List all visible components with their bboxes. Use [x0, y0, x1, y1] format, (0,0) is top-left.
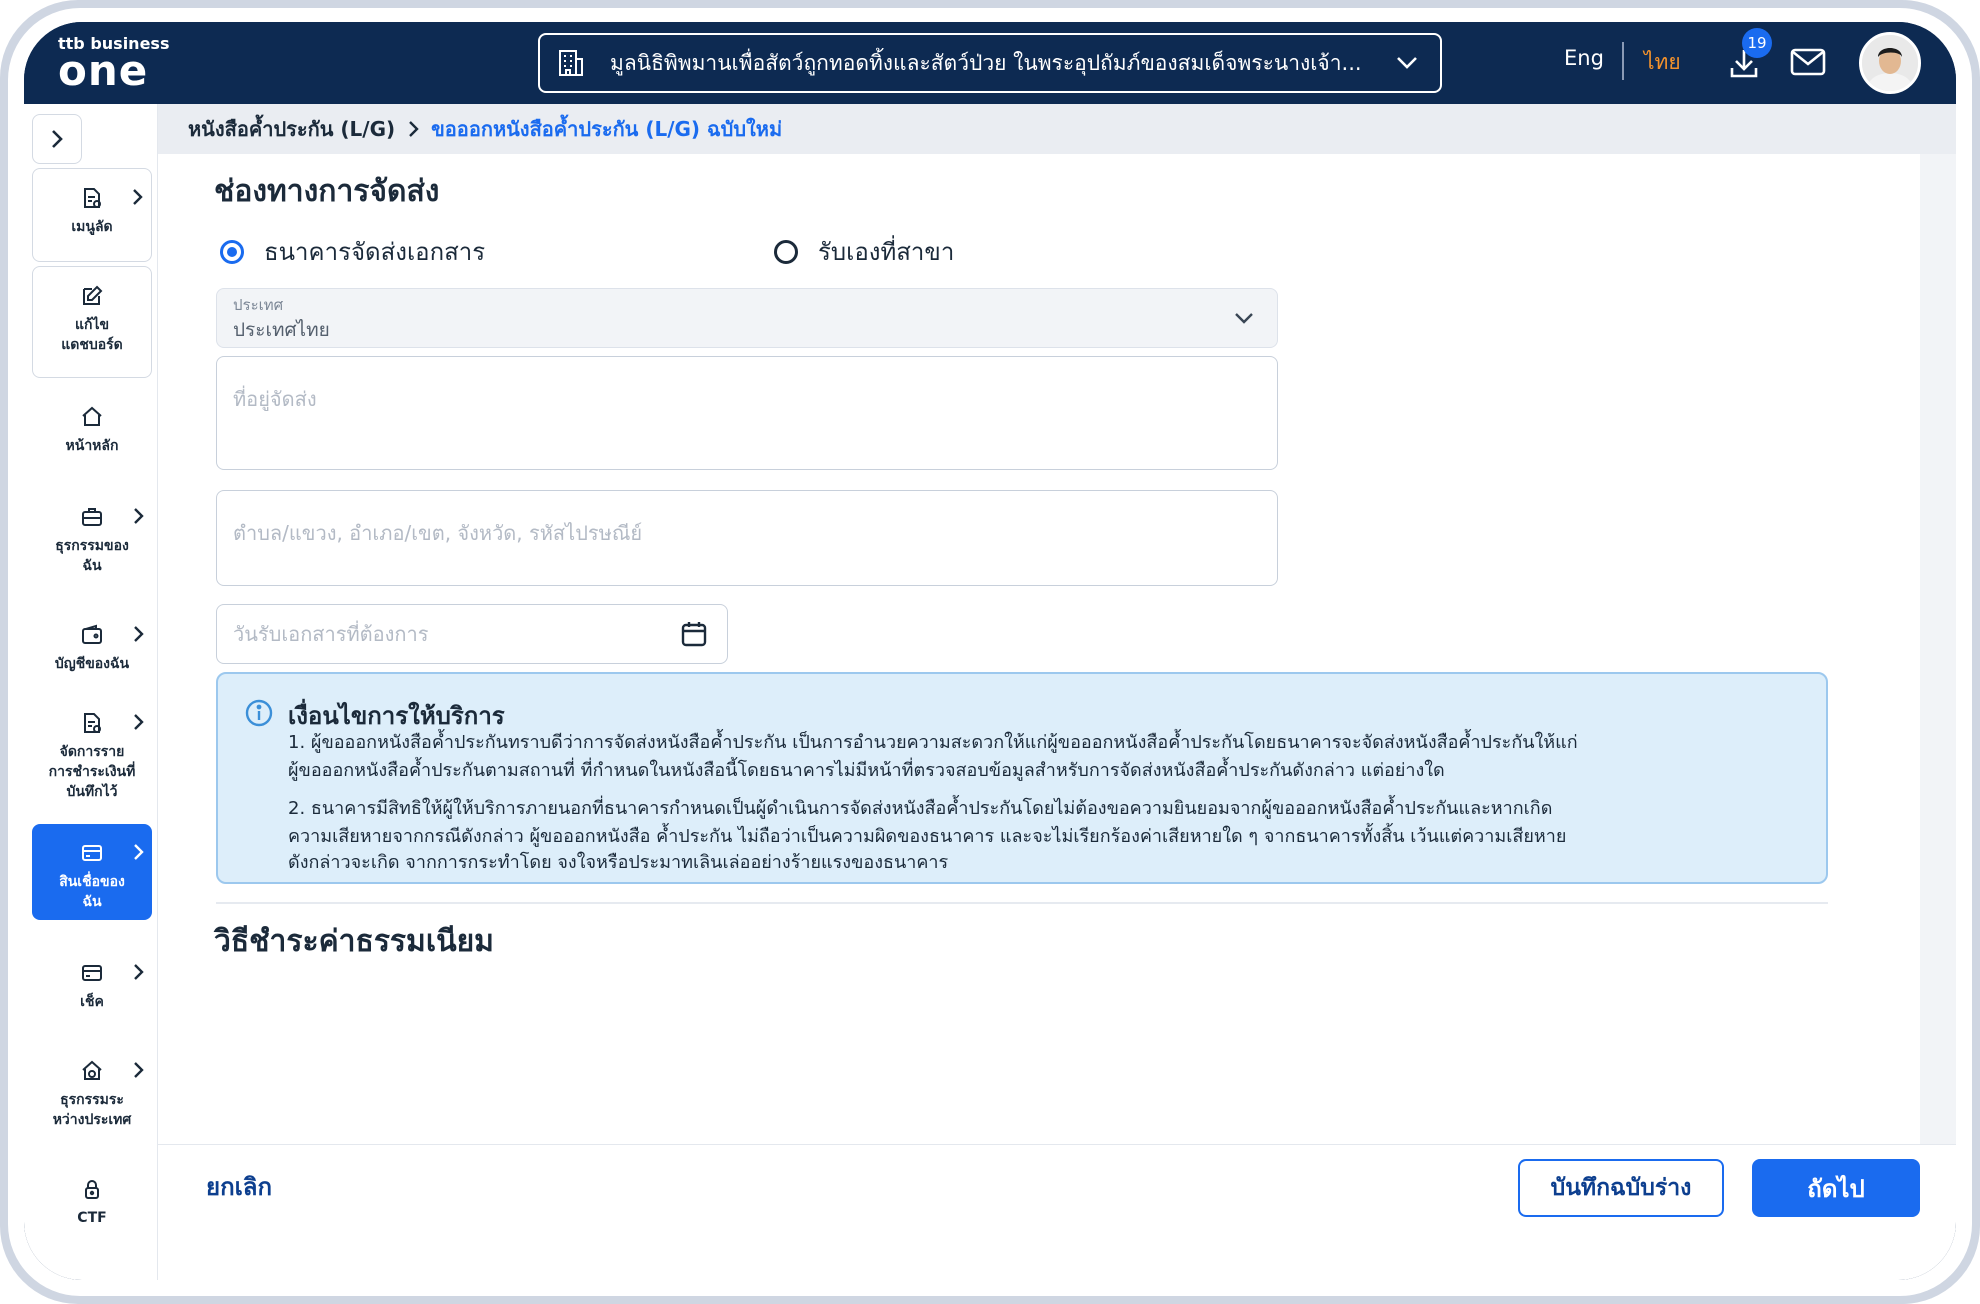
sidebar-item-saved-payments[interactable] — [32, 694, 152, 810]
lock-icon — [79, 1176, 105, 1202]
doc-shortcut-icon — [79, 185, 105, 211]
country-value: ประเทศไทย — [233, 319, 330, 341]
radio-branch-pickup-label: รับเองที่สาขา — [818, 238, 955, 266]
briefcase-icon — [79, 504, 105, 530]
calendar-icon[interactable] — [679, 619, 709, 649]
breadcrumb-parent[interactable]: หนังสือค้ำประกัน (L/G) — [188, 117, 396, 141]
chevron-right-icon — [132, 624, 146, 644]
notice-paragraph-2-line-1: 2. ธนาคารมีสิทธิให้ผู้ให้บริการภายนอกที่ธนาคารกำหนดเป็นผู้ดำเนินการจัดส่งหนังสือค้ำประกันโดยไม่ต้องขอความยินยอมจากผู้ขอออกหนังสือค้ำประกันและหากเกิด — [288, 798, 1553, 819]
top-bar — [24, 22, 1956, 104]
next-button[interactable]: ถัดไป — [1752, 1159, 1920, 1217]
sidebar-item-my-loans[interactable] — [32, 824, 152, 920]
sidebar-item-edit-dashboard[interactable] — [32, 266, 152, 378]
notice-paragraph-2-line-3: ดังกล่าวจะเกิด จากการกระทำโดย จงใจหรือประมาทเลินเล่ออย่างร้ายแรงของธนาคาร — [288, 852, 949, 873]
main-content — [158, 154, 1956, 1144]
language-divider — [1622, 42, 1624, 80]
radio-branch-pickup[interactable] — [774, 232, 954, 271]
sidebar-item-label: CTF — [77, 1210, 107, 1226]
service-conditions-notice — [216, 672, 1828, 884]
sidebar-item-label: แก้ไข แดชบอร์ด — [61, 317, 123, 353]
radio-selected-icon — [220, 240, 244, 264]
language-thai[interactable]: ไทย — [1644, 50, 1681, 74]
notice-paragraph-2-line-2: ความเสียหายจากกรณีดังกล่าว ผู้ขอออกหนังสือ ค้ำประกัน ไม่ถือว่าเป็นความผิดของธนาคาร และจะไม่เรียกร้องค่าเสียหายใด ๆ จากธนาคารทั้งสิ้น เว้นแต่ความเสียหาย — [288, 826, 1567, 847]
sidebar-item-label: บัญชีของฉัน — [54, 656, 130, 672]
form-card — [158, 154, 1920, 1144]
radio-bank-delivery-label: ธนาคารจัดส่งเอกสาร — [264, 238, 486, 266]
notice-paragraph-1-line-2: ผู้ขอออกหนังสือค้ำประกันตามสถานที่ ที่กำหนดในหนังสือนี้โดยธนาคารไม่มีหน้าที่ตรวจสอบข้อมูลสำหรับการจัดส่งหนังสือค้ำประกันดังกล่าว แต่อย่างใด — [288, 760, 1445, 781]
notice-paragraph-1-line-1: 1. ผู้ขอออกหนังสือค้ำประกันทราบดีว่าการจัดส่งหนังสือค้ำประกัน เป็นการอำนวยความสะดวกให้แก่ผู้ขอออกหนังสือค้ำประกันโดยธนาคารจะจัดส่งหนังสือค้ำประกันให้แก่ — [288, 732, 1578, 753]
delivery-section-title: ช่องทางการจัดส่ง — [214, 174, 440, 209]
chevron-right-icon — [132, 842, 146, 862]
edit-icon — [79, 283, 105, 309]
chevron-right-icon — [132, 712, 146, 732]
sidebar-item-home[interactable] — [32, 388, 152, 472]
chevron-right-icon — [132, 1060, 146, 1080]
fee-section-title: วิธีชำระค่าธรรมเนียม — [214, 924, 494, 959]
cancel-button[interactable]: ยกเลิก — [206, 1173, 273, 1201]
logo-small-text: ttb business — [58, 34, 170, 53]
company-selector[interactable] — [538, 33, 1442, 93]
chevron-right-icon — [132, 506, 146, 526]
info-icon — [244, 698, 274, 728]
notice-title: เงื่อนไขการให้บริการ — [288, 702, 505, 730]
save-draft-button[interactable]: บันทึกฉบับร่าง — [1518, 1159, 1724, 1217]
radio-unselected-icon — [774, 240, 798, 264]
chevron-right-icon — [407, 120, 419, 138]
country-label: ประเทศ — [233, 296, 284, 314]
app-screen — [24, 22, 1956, 1280]
sidebar-item-my-accounts[interactable] — [32, 606, 152, 684]
chevron-down-icon — [1396, 56, 1422, 70]
sidebar-item-label: หน้าหลัก — [65, 438, 119, 454]
sidebar — [24, 104, 158, 1280]
country-select[interactable] — [216, 288, 1278, 348]
download-count-badge: 19 — [1742, 28, 1772, 58]
chevron-down-icon — [1233, 307, 1255, 329]
sidebar-item-label: ธุรกรรมระ หว่างประเทศ — [52, 1092, 132, 1128]
building-icon — [558, 48, 586, 78]
section-divider — [216, 902, 1828, 904]
sidebar-item-cheque[interactable] — [32, 944, 152, 1022]
card-icon — [79, 840, 105, 866]
language-english[interactable]: Eng — [1564, 46, 1604, 70]
wallet-icon — [79, 622, 105, 648]
sidebar-expand-button[interactable] — [32, 114, 82, 164]
chevron-right-icon — [132, 962, 146, 982]
sidebar-item-label: สินเชื่อของ ฉัน — [59, 874, 125, 910]
cheque-icon — [79, 960, 105, 986]
breadcrumb — [158, 104, 1956, 154]
form-footer — [158, 1144, 1956, 1280]
breadcrumb-current: ขอออกหนังสือค้ำประกัน (L/G) ฉบับใหม่ — [431, 117, 783, 141]
sidebar-item-label: เมนูลัด — [71, 219, 113, 235]
district-field[interactable] — [216, 490, 1278, 586]
sidebar-item-label: เช็ค — [80, 994, 104, 1010]
date-input[interactable] — [217, 605, 657, 663]
avatar[interactable] — [1859, 32, 1921, 94]
global-bank-icon — [79, 1058, 105, 1084]
address-field[interactable] — [216, 356, 1278, 470]
sidebar-item-label: จัดการราย การชำระเงินที่ บันทึกไว้ — [48, 744, 136, 800]
ttb-business-one-logo[interactable] — [58, 34, 198, 94]
doc-payment-icon — [79, 710, 105, 736]
mail-icon[interactable] — [1789, 46, 1827, 78]
sidebar-item-label: ธุรกรรมของ ฉัน — [55, 538, 129, 574]
sidebar-item-international[interactable] — [32, 1042, 152, 1138]
radio-bank-delivery[interactable] — [220, 232, 485, 271]
sidebar-item-ctf[interactable] — [32, 1160, 152, 1236]
sidebar-item-my-transactions[interactable] — [32, 488, 152, 584]
logo-big-text: one — [58, 46, 149, 95]
chevron-right-icon — [131, 187, 145, 207]
home-icon — [79, 404, 105, 430]
date-picker[interactable] — [216, 604, 728, 664]
sidebar-item-shortcut-menu[interactable] — [32, 168, 152, 262]
company-name: มูลนิธิพิพมานเพื่อสัตว์ถูกทอดทิ้งและสัตว์ป่วย ในพระอุปถัมภ์ของสมเด็จพระนางเจ้า... — [610, 50, 1362, 75]
